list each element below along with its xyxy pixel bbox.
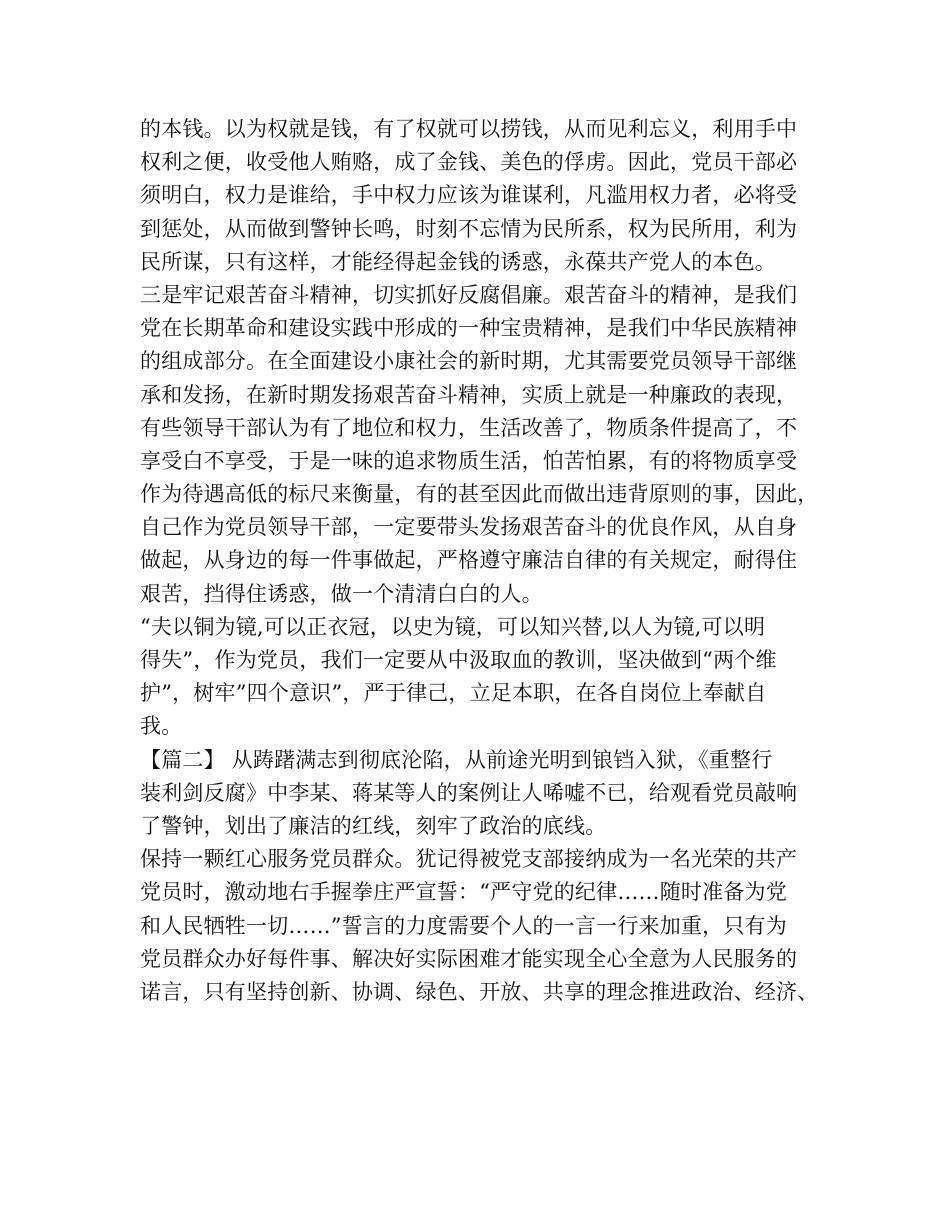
text-line: 的组成部分。在全面建设小康社会的新时期，尤其需要党员领导干部继	[140, 349, 798, 374]
document-body	[140, 113, 825, 1009]
text-line: 自己作为党员领导干部，一定要带头发扬艰苦奋斗的优良作风，从自身	[140, 515, 798, 540]
text-line: “夫以铜为镜,可以正衣冠，以史为镜，可以知兴替,以人为镜,可以明	[140, 614, 766, 639]
text-line: 到惩处，从而做到警钟长鸣，时刻不忘情为民所系，权为民所用，利为	[140, 216, 798, 241]
text-line: 诺言，只有坚持创新、协调、绿色、开放、共享的理念推进政治、经济、	[140, 979, 819, 1004]
text-line: 党在长期革命和建设实践中形成的一种宝贵精神，是我们中华民族精神	[140, 316, 798, 341]
text-line: 承和发扬，在新时期发扬艰苦奋斗精神，实质上就是一种廉政的表现，	[140, 382, 798, 407]
text-line: 保持一颗红心服务党员群众。犹记得被党支部接纳成为一名光荣的共产	[140, 847, 798, 872]
text-line: 有些领导干部认为有了地位和权力，生活改善了，物质条件提高了，不	[140, 415, 798, 440]
text-line: 我。	[140, 714, 183, 739]
text-line: 装利剑反腐》中李某、蒋某等人的案例让人唏嘘不已，给观看党员敲响	[140, 780, 798, 805]
text-line: 和人民牺牲一切……”誓言的力度需要个人的一言一行来加重，只有为	[140, 913, 787, 938]
text-line: 享受白不享受，于是一味的追求物质生活，怕苦怕累，有的将物质享受	[140, 448, 798, 473]
text-line: 作为待遇高低的标尺来衡量，有的甚至因此而做出违背原则的事，因此，	[140, 482, 819, 507]
text-line: 得失”，作为党员，我们一定要从中汲取血的教训，坚决做到“两个维	[140, 648, 777, 672]
text-line: 权利之便，收受他人贿赂，成了金钱、美色的俘虏。因此，党员干部必	[140, 150, 798, 175]
text-line: 党员时，激动地右手握拳庄严宣誓：“严守党的纪律……随时准备为党	[140, 880, 787, 905]
text-line: 护”，树牢”四个意识”，严于律己，立足本职，在各自岗位上奉献自	[140, 681, 767, 706]
text-line: 的本钱。以为权就是钱，有了权就可以捞钱，从而见利忘义，利用手中	[140, 117, 798, 141]
text-line: 须明白，权力是谁给，手中权力应该为谁谋利，凡滥用权力者，必将受	[140, 183, 798, 208]
text-line: 三是牢记艰苦奋斗精神，切实抓好反腐倡廉。艰苦奋斗的精神，是我们	[140, 282, 798, 307]
text-line: 【篇二】 从踌躇满志到彻底沦陷，从前途光明到锒铛入狱，《重整行	[140, 747, 773, 772]
text-line: 党员群众办好每件事、解决好实际困难才能实现全心全意为人民服务的	[140, 946, 798, 971]
text-line: 民所谋，只有这样，才能经得起金钱的诱惑，永葆共产党人的本色。	[140, 249, 776, 274]
text-line: 艰苦，挡得住诱惑，做一个清清白白的人。	[140, 581, 543, 606]
text-line: 了警钟，划出了廉洁的红线，刻牢了政治的底线。	[140, 813, 607, 838]
text-line: 做起，从身边的每一件事做起，严格遵守廉洁自律的有关规定，耐得住	[140, 548, 798, 573]
